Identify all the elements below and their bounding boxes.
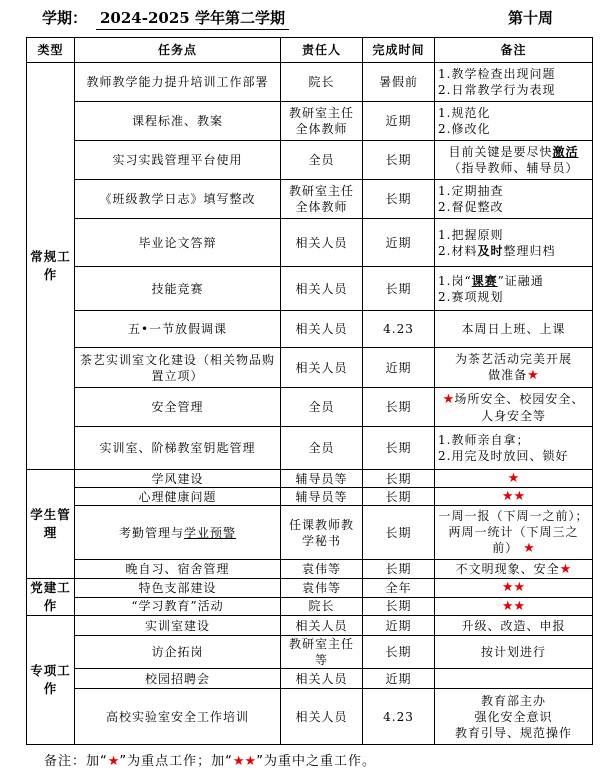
table-row [27, 219, 593, 267]
note-text: 2.材料 [438, 243, 478, 258]
note-cell [435, 388, 593, 427]
star-icon: ★ [442, 391, 455, 407]
table-header-row [27, 38, 593, 63]
task-cell: 实训室建设 [75, 616, 281, 636]
note-text: 场所安全、校园安全、 [454, 391, 585, 406]
star-icon: ★ [507, 471, 520, 486]
table-row [27, 636, 593, 669]
task-cell: 五•一节放假调课 [75, 311, 281, 348]
task-cell: 心理健康问题 [75, 488, 281, 506]
note-line: 2.修改化 [438, 122, 491, 136]
category-student: 学生管理 [27, 470, 75, 579]
note-cell [435, 427, 593, 470]
note-emphasis: 课赛 [471, 273, 498, 288]
term-label: 学期： [42, 9, 88, 27]
note-cell [435, 63, 593, 102]
task-table [26, 37, 593, 745]
note-cell [435, 102, 593, 141]
owner-cell: 袁伟等 [281, 579, 363, 598]
note-text: 做准备 [488, 368, 528, 382]
note-cell [435, 470, 593, 488]
col-owner: 责任人 [281, 38, 363, 63]
footer-legend [44, 750, 376, 769]
note-line: 2.赛项规划 [438, 289, 504, 304]
time-cell: 近期 [363, 219, 435, 267]
note-line: 两周一统计（下周三之 [448, 525, 579, 539]
note-line: 2.日常教学行为表现 [438, 83, 556, 97]
owner-cell: 教研室主任等 [281, 636, 363, 669]
owner-cell: 相关人员 [281, 689, 363, 745]
owner-cell: 院长 [281, 63, 363, 102]
table-row [27, 669, 593, 689]
table-row [27, 560, 593, 579]
time-cell: 长期 [363, 427, 435, 470]
table-row [27, 102, 593, 141]
note-line: 2.用完及时放回、锁好 [438, 449, 569, 463]
note-cell [435, 669, 593, 689]
task-cell: 学风建设 [75, 470, 281, 488]
task-text: 考勤管理与 [118, 525, 184, 540]
note-cell [435, 506, 593, 560]
task-cell: 安全管理 [75, 388, 281, 427]
owner-cell: 相关人员 [281, 267, 363, 311]
time-cell: 长期 [363, 488, 435, 506]
task-cell: 实训室、阶梯教室钥匙管理 [75, 427, 281, 470]
owner-cell: 教研室主任全体教师 [281, 102, 363, 141]
note-line: 1.把握原则 [438, 227, 504, 242]
star-icon: ★ [107, 754, 120, 769]
owner-cell: 袁伟等 [281, 560, 363, 579]
time-cell: 近期 [363, 348, 435, 388]
note-text: 1.岗“ [438, 273, 472, 288]
task-cell: 毕业论文答辩 [75, 219, 281, 267]
note-cell [435, 141, 593, 180]
task-cell: 特色支部建设 [75, 579, 281, 598]
week-label: 第十周 [508, 9, 554, 27]
task-cell: 晚自习、宿舍管理 [75, 560, 281, 579]
note-cell [435, 689, 593, 745]
table-row [27, 470, 593, 488]
note-text: 目前关键是要尽快 [448, 145, 553, 159]
time-cell: 暑假前 [363, 63, 435, 102]
category-routine: 常规工作 [27, 63, 75, 470]
note-text: 不文明现象、安全 [455, 561, 560, 576]
time-cell: 4.23 [363, 689, 435, 745]
star-icon: ★★ [501, 598, 526, 614]
star-icon: ★★ [501, 489, 526, 504]
note-line: 1.定期抽查 [438, 184, 504, 198]
time-cell: 4.23 [363, 311, 435, 348]
task-cell: 技能竞赛 [75, 267, 281, 311]
col-task: 任务点 [75, 38, 281, 63]
col-time: 完成时间 [363, 38, 435, 63]
table-row [27, 348, 593, 388]
category-party: 党建工作 [27, 579, 75, 616]
owner-cell: 相关人员 [281, 616, 363, 636]
footer-text: 备注：加“ [44, 754, 108, 769]
task-cell: “学习教育”活动 [75, 597, 281, 616]
note-cell [435, 219, 593, 267]
table-row [27, 488, 593, 506]
task-cell: 校园招聘会 [75, 669, 281, 689]
owner-cell: 辅导员等 [281, 488, 363, 506]
owner-cell: 相关人员 [281, 348, 363, 388]
note-emphasis: 及时 [477, 243, 504, 258]
time-cell: 长期 [363, 141, 435, 180]
star-icon: ★ [559, 561, 572, 577]
note-line: 人身安全等 [480, 408, 546, 423]
footer-text: ”为重点工作；加“ [119, 754, 233, 769]
task-cell: 《班级教学日志》填写整改 [75, 180, 281, 219]
table-row [27, 141, 593, 180]
star-icon: ★ [523, 541, 535, 556]
note-line: （指导教师、辅导员） [448, 161, 579, 175]
task-cell: 高校实验室安全工作培训 [75, 689, 281, 745]
time-cell: 长期 [363, 597, 435, 616]
note-cell: 本周日上班、上课 [435, 311, 593, 348]
time-cell: 近期 [363, 102, 435, 141]
time-cell: 长期 [363, 636, 435, 669]
note-line: 1.教师亲自拿； [438, 433, 530, 447]
table-row [27, 311, 593, 348]
star-icon: ★★ [232, 754, 257, 769]
note-line: 一周一报（下周一之前）； [438, 509, 589, 523]
owner-cell: 全员 [281, 141, 363, 180]
term-value: 2024-2025 学年第二学期 [96, 7, 289, 30]
note-cell [435, 488, 593, 506]
owner-cell: 相关人员 [281, 669, 363, 689]
owner-cell: 院长 [281, 597, 363, 616]
page-header [0, 0, 615, 34]
star-icon: ★★ [501, 580, 526, 596]
table-row [27, 388, 593, 427]
time-cell: 长期 [363, 388, 435, 427]
table-row [27, 180, 593, 219]
owner-cell: 全员 [281, 388, 363, 427]
time-cell: 长期 [363, 180, 435, 219]
col-type: 类型 [27, 38, 75, 63]
task-cell: 课程标准、教案 [75, 102, 281, 141]
note-cell [435, 267, 593, 311]
task-cell: 茶艺实训室文化建设（相关物品购置立项） [75, 348, 281, 388]
owner-cell: 相关人员 [281, 219, 363, 267]
note-line: 为茶艺活动完美开展 [454, 352, 572, 366]
table-row [27, 597, 593, 616]
star-icon: ★ [527, 368, 539, 383]
table-row [27, 579, 593, 598]
time-cell: 长期 [363, 470, 435, 488]
owner-cell: 任课教师教学秘书 [281, 506, 363, 560]
table-row [27, 506, 593, 560]
time-cell: 近期 [363, 669, 435, 689]
task-cell: 实习实践管理平台使用 [75, 141, 281, 180]
footer-text: ”为重中之重工作。 [256, 754, 376, 769]
note-cell [435, 560, 593, 579]
task-emphasis: 学业预警 [184, 525, 237, 540]
note-cell [435, 579, 593, 598]
note-cell [435, 597, 593, 616]
note-line: 强化安全意识 [474, 709, 553, 724]
note-line: 1.规范化 [438, 106, 491, 120]
note-line: 2.督促整改 [438, 200, 504, 214]
note-line: 1.教学检查出现问题 [438, 67, 556, 81]
table-row [27, 616, 593, 636]
table-row [27, 267, 593, 311]
time-cell: 长期 [363, 506, 435, 560]
note-text: ”证融通 [497, 273, 544, 288]
table-row [27, 427, 593, 470]
owner-cell: 教研室主任全体教师 [281, 180, 363, 219]
note-text: 前） [492, 541, 519, 555]
note-cell [435, 180, 593, 219]
note-cell: 升级、改造、申报 [435, 616, 593, 636]
note-cell: 按计划进行 [435, 636, 593, 669]
task-cell: 访企拓岗 [75, 636, 281, 669]
note-line: 教育部主办 [480, 693, 546, 708]
note-line: 教育引导、规范操作 [454, 725, 572, 740]
time-cell: 长期 [363, 560, 435, 579]
owner-cell: 全员 [281, 427, 363, 470]
time-cell: 近期 [363, 616, 435, 636]
time-cell: 长期 [363, 267, 435, 311]
owner-cell: 辅导员等 [281, 470, 363, 488]
note-cell [435, 348, 593, 388]
owner-cell: 相关人员 [281, 311, 363, 348]
task-cell [75, 506, 281, 560]
note-text: 整理归档 [503, 243, 556, 258]
category-special: 专项工作 [27, 616, 75, 745]
table-row [27, 689, 593, 745]
col-note: 备注 [435, 38, 593, 63]
time-cell: 全年 [363, 579, 435, 598]
task-cell: 教师教学能力提升培训工作部署 [75, 63, 281, 102]
note-emphasis: 激活 [552, 145, 579, 159]
table-row [27, 63, 593, 102]
